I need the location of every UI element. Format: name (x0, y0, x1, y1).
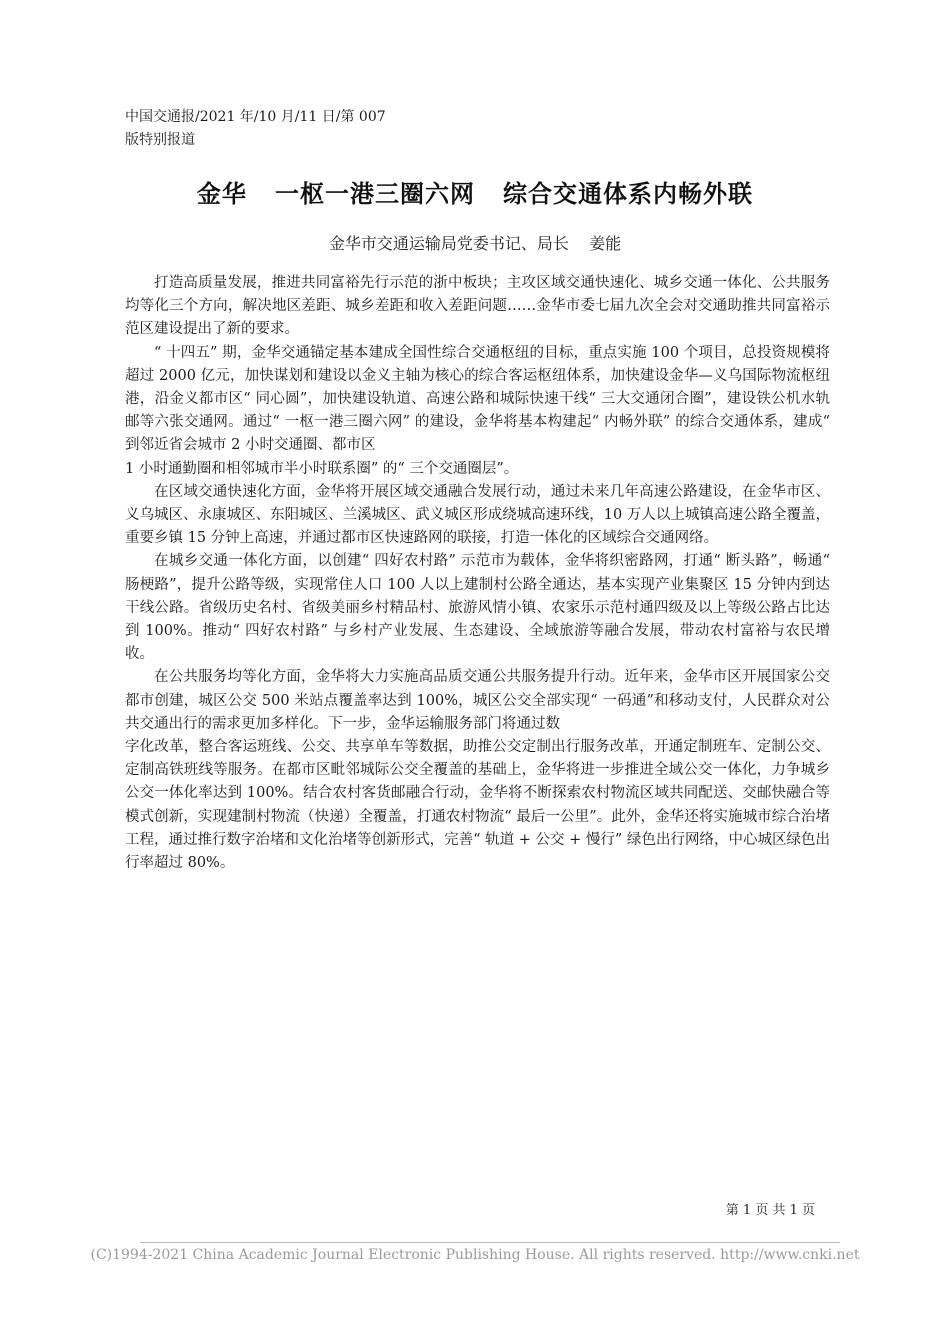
paragraph: 在公共服务均等化方面，金华将大力实施高品质交通公共服务提升行动。近年来，金华市区开展国家公交都市创建，城区公交 500 米站点覆盖率达到 100%，城区公交全部实现“ 一码通”和移动支付，人民群众对公共交通出行的需求更加多样化。下一步，金华运输服务部门将通过数 (125, 669, 830, 732)
paragraph: 打造高质量发展，推进共同富裕先行示范的浙中板块；主攻区域交通快速化、城乡交通一体化、公共服务均等化三个方向，解决地区差距、城乡差距和收入差距问题……金华市委七届九次全会对交通助推共同富裕示范区建设提出了新的要求。 (125, 275, 830, 338)
source-line-1: 中国交通报/2021 年/10 月/11 日/第 007 (125, 109, 386, 125)
article-author: 金华市交通运输局党委书记、局长 姜能 (328, 234, 622, 253)
paragraph: 在城乡交通一体化方面，以创建“ 四好农村路” 示范市为载体，金华将织密路网，打通“ 断头路”，畅通“ 肠梗路”，提升公路等级，实现常住人口 100 人以上建制村公路全通达，基本实现产业集聚区 15 分钟内到达干线公路。省级历史名村、省级美丽乡村精品村、旅游风情小镇、农家乐示范村通四级及以上等级公路占比达到 100%。推动“ 四好农村路” 与乡村产业发展、生态建设、全域旅游等融合发展，带动农村富裕与农民增收。 (125, 553, 830, 663)
source-citation (125, 106, 445, 152)
paragraph-continuation: 1 小时通勤圈和相邻城市半小时联系圈” 的“ 三个交通圈层”。 (125, 460, 519, 477)
paragraph-continuation: 字化改革，整合客运班线、公交、共享单车等数据，助推公交定制出行服务改革，开通定制班车、定制公交、定制高铁班线等服务。在都市区毗邻城际公交全覆盖的基础上，金华将进一步推进全域公交一体化，力争城乡公交一体化率达到 100%。结合农村客货邮融合行动，金华将不断探索农村物流区域共同配送、交邮快融合等模式创新，实现建制村物流（快递）全覆盖，打通农村物流“ 最后一公里”。此外，金华还将实施城市综合治堵工程，通过推行数字治堵和文化治堵等创新形式，完善“ 轨道 + 公交 + 慢行” 绿色出行网络，中心城区绿色出行率超过 80%。 (125, 739, 830, 872)
page-number: 第 1 页 共 1 页 (725, 1203, 815, 1218)
paragraph: “ 十四五” 期，金华交通锚定基本建成全国性综合交通枢纽的目标，重点实施 100 个项目，总投资规模将超过 2000 亿元，加快谋划和建设以金义主轴为核心的综合客运枢纽体系，加快建设金华—义乌国际物流枢纽港，沿金义都市区“ 同心圆”，加快建设轨道、高速公路和城际快速干线“ 三大交通闭合圈”，建设铁公机水轨邮等六张交通网。通过“ 一枢一港三圈六网” 的建设，金华将基本构建起“ 内畅外联” 的综合交通体系，建成“ 到邻近省会城市 2 小时交通圈、都市区 (125, 344, 830, 454)
paragraph: 在区域交通快速化方面，金华将开展区域交通融合发展行动，通过未来几年高速公路建设，在金华市区、义乌城区、永康城区、东阳城区、兰溪城区、武义城区形成绕城高速环线，10 万人以上城镇高速公路全覆盖，重要乡镇 15 分钟上高速，并通过都市区快速路网的联接，打造一体化的区域综合交通网络。 (125, 483, 830, 547)
article-body (125, 272, 830, 875)
copyright-notice: (C)1994-2021 China Academic Journal Electronic Publishing House. All rights reserved. http://www.cnki.net (90, 1247, 860, 1263)
source-line-2: 版特别报道 (125, 132, 195, 148)
article-title: 金华 一枢一港三圈六网 综合交通体系内畅外联 (196, 180, 754, 208)
footer-divider (140, 1242, 840, 1243)
